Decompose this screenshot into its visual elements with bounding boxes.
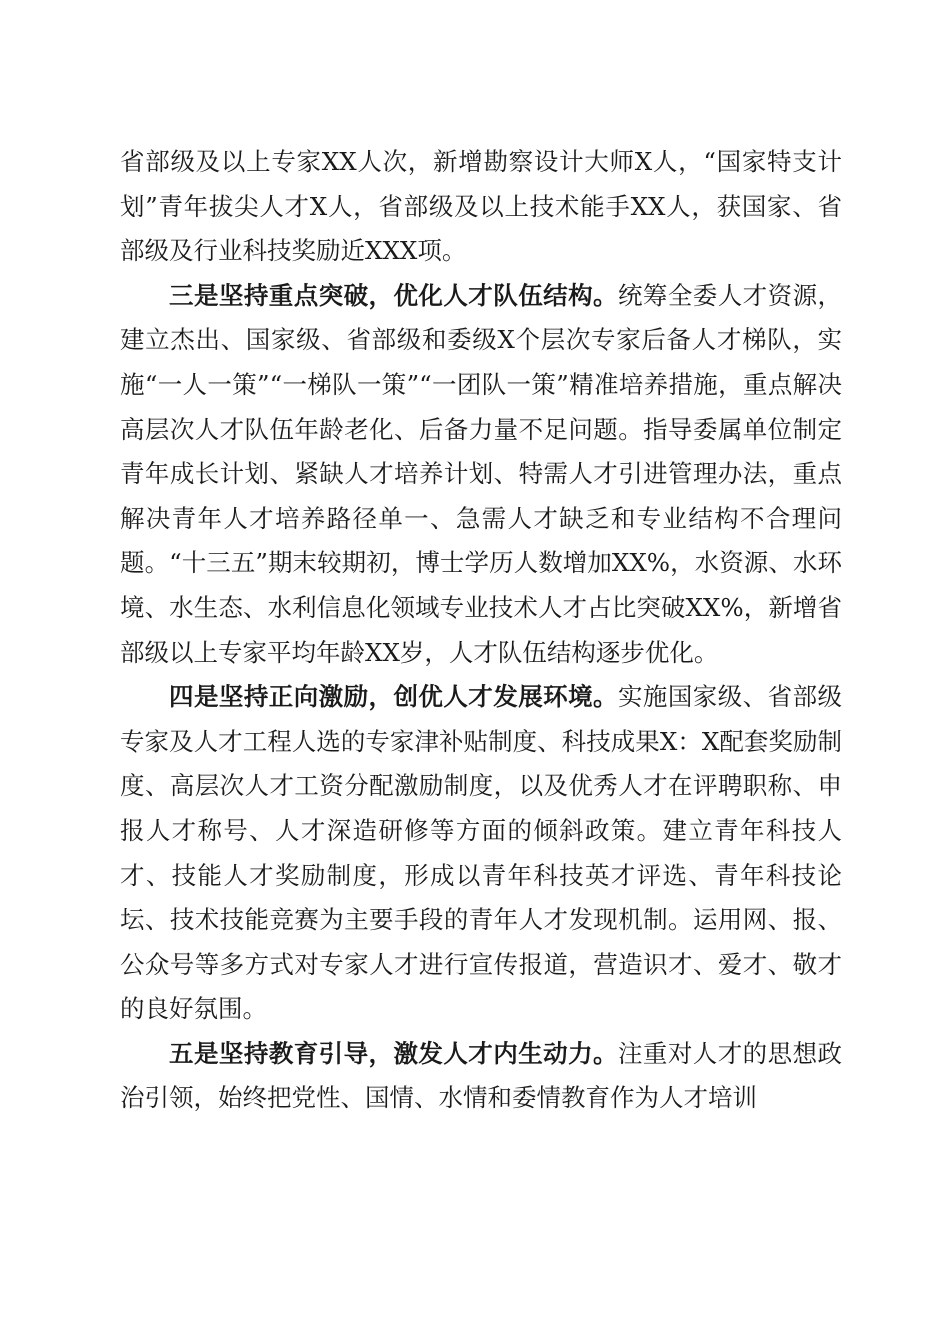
paragraph-four bbox=[120, 675, 842, 1032]
paragraph-text: 注重对人才的思想政治引领，始终把党性、国情、水情和委情教育作为人才培训 bbox=[120, 1038, 843, 1113]
document-body bbox=[120, 140, 842, 1121]
paragraph-heading: 四是坚持正向激励，创优人才发展环境。 bbox=[169, 682, 618, 712]
paragraph-heading: 五是坚持教育引导，激发人才内生动力。 bbox=[169, 1038, 618, 1068]
paragraph-text: 统筹全委人才资源，建立杰出、国家级、省部级和委级X个层次专家后备人才梯队，实施“一人一策”“一梯队一策”“一团队一策”精准培养措施，重点解决高层次人才队伍年龄老化、后备力量不足问题。指导委属单位制定青年成长计划、紧缺人才培养计划、特需人才引进管理办法，重点解决青年人才培养路径单一、急需人才缺乏和专业结构不合理问题。“十三五”期末较期初，博士学历人数增加XX%，水资源、水环境、水生态、水利信息化领域专业技术人才占比突破XX%，新增省部级以上专家平均年龄XX岁，人才队伍结构逐步优化。 bbox=[120, 280, 843, 667]
paragraph-five bbox=[120, 1032, 842, 1121]
paragraph-continuation bbox=[120, 140, 842, 274]
paragraph-three bbox=[120, 274, 842, 675]
paragraph-heading: 三是坚持重点突破，优化人才队伍结构。 bbox=[169, 280, 618, 310]
paragraph-text: 实施国家级、省部级专家及人才工程人选的专家津补贴制度、科技成果X：X配套奖励制度、高层次人才工资分配激励制度，以及优秀人才在评聘职称、申报人才称号、人才深造研修等方面的倾斜政策。建立青年科技人才、技能人才奖励制度，形成以青年科技英才评选、青年科技论坛、技术技能竞赛为主要手段的青年人才发现机制。运用网、报、公众号等多方式对专家人才进行宣传报道，营造识才、爱才、敬才的良好氛围。 bbox=[120, 682, 843, 1024]
paragraph-text: 省部级及以上专家XX人次，新增勘察设计大师X人，“国家特支计划”青年拔尖人才X人，省部级及以上技术能手XX人，获国家、省部级及行业科技奖励近XXX项。 bbox=[120, 147, 842, 266]
